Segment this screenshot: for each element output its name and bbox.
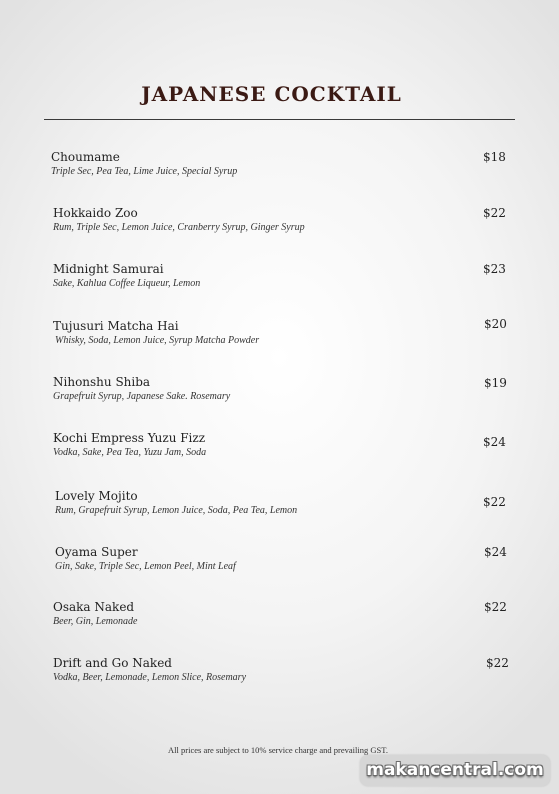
menu-title: JAPANESE COCKTAIL [141, 82, 402, 106]
item-price: $19 [484, 376, 507, 390]
item-description: Rum, Triple Sec, Lemon Juice, Cranberry Syrup, Ginger Syrup [53, 222, 305, 233]
item-description: Whisky, Soda, Lemon Juice, Syrup Matcha Powder [55, 335, 260, 346]
title-divider [44, 119, 515, 120]
item-name: Lovely Mojito [55, 489, 138, 503]
watermark-text: makancentral.com [366, 760, 544, 780]
item-description: Vodka, Beer, Lemonade, Lemon Slice, Rosemary [53, 672, 247, 683]
service-charge-note: All prices are subject to 10% service charge and prevailing GST. [168, 745, 388, 755]
item-description: Grapefruit Syrup, Japanese Sake. Rosemary [53, 391, 231, 402]
item-name: Midnight Samurai [53, 262, 164, 276]
item-price: $24 [483, 435, 506, 449]
item-price: $23 [483, 262, 506, 276]
item-price: $20 [484, 317, 507, 331]
item-description: Triple Sec, Pea Tea, Lime Juice, Special Syrup [51, 166, 238, 177]
item-name: Tujusuri Matcha Hai [53, 319, 179, 333]
item-price: $22 [483, 495, 506, 509]
item-description: Beer, Gin, Lemonade [53, 616, 138, 627]
item-name: Oyama Super [55, 545, 138, 559]
item-name: Choumame [51, 150, 120, 164]
item-name: Drift and Go Naked [53, 656, 172, 670]
item-description: Gin, Sake, Triple Sec, Lemon Peel, Mint Leaf [55, 561, 236, 572]
item-price: $22 [483, 206, 506, 220]
item-price: $22 [486, 656, 509, 670]
item-description: Sake, Kahlua Coffee Liqueur, Lemon [53, 278, 201, 289]
item-price: $22 [484, 600, 507, 614]
item-price: $24 [484, 545, 507, 559]
item-name: Kochi Empress Yuzu Fizz [53, 431, 206, 445]
item-price: $18 [483, 150, 506, 164]
item-name: Nihonshu Shiba [53, 375, 151, 389]
item-description: Rum, Grapefruit Syrup, Lemon Juice, Soda, Pea Tea, Lemon [55, 505, 298, 516]
watermark-badge [360, 755, 550, 786]
item-name: Osaka Naked [53, 600, 135, 614]
item-description: Vodka, Sake, Pea Tea, Yuzu Jam, Soda [53, 447, 207, 458]
item-name: Hokkaido Zoo [53, 206, 138, 220]
